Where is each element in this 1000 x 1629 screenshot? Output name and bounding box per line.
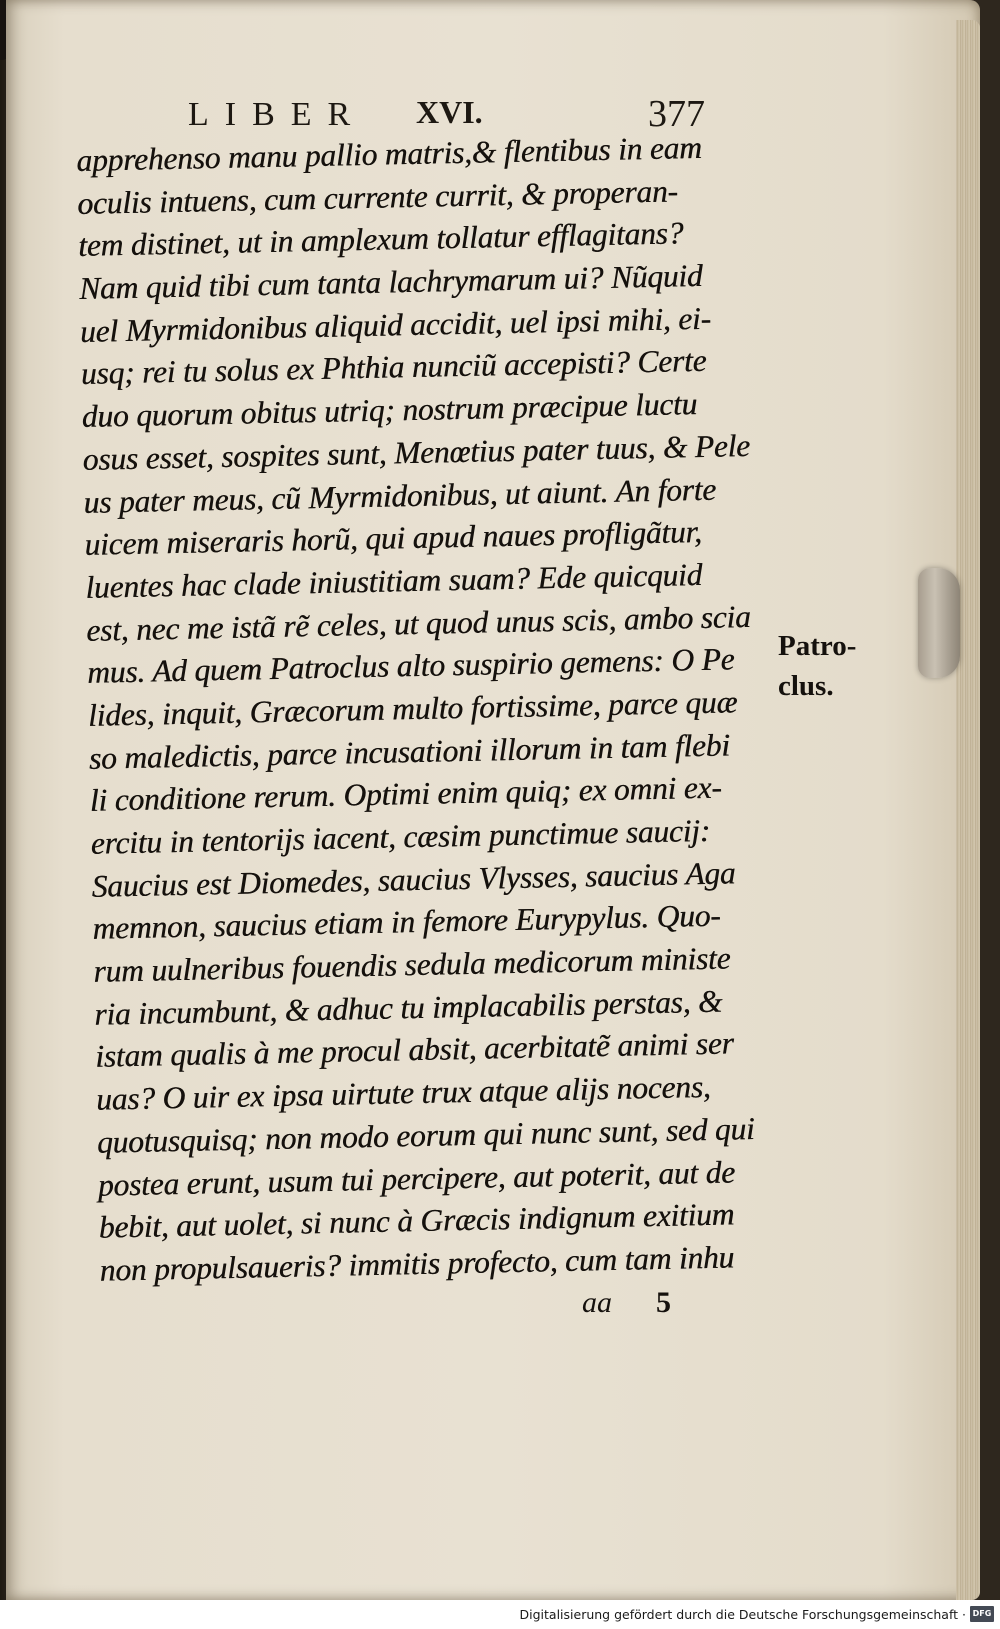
marginal-note xyxy=(778,626,868,706)
text-line: rum uulneribus fouendis sedula medicorum ministe xyxy=(93,940,731,989)
text-line: memnon, saucius etiam in femore Eurypylus. Quo- xyxy=(92,898,721,947)
page-clip-tab xyxy=(918,568,960,678)
text-line: so maledictis, parce incusationi illorum in tam flebi xyxy=(88,727,731,776)
text-line: oculis intuens, cum currente currit, & properan- xyxy=(76,173,679,221)
signature-number: 5 xyxy=(656,1286,671,1319)
text-line: luentes hac clade iniustitiam suam? Ede quicquid xyxy=(85,556,703,605)
text-line: non propulsaueris? immitis profecto, cum tam inhu xyxy=(99,1239,735,1288)
text-line: ercitu in tentorijs iacent, cæsim punctimue saucij: xyxy=(90,812,711,861)
marginal-note-line: Patro- xyxy=(778,630,857,662)
dfg-logo-icon: DFG xyxy=(970,1606,994,1622)
text-line: us pater meus, cũ Myrmidonibus, ut aiunt. An forte xyxy=(83,471,717,520)
book-number: XVI. xyxy=(416,94,483,130)
signature-letters: aa xyxy=(582,1286,612,1319)
text-line: bebit, aut uolet, si nunc à Græcis indignum exitium xyxy=(98,1196,735,1245)
text-line: Nam quid tibi cum tanta lachrymarum ui? Nũquid xyxy=(78,257,703,307)
text-line: uas? O uir ex ipsa uirtute trux atque alijs nocens, xyxy=(95,1069,711,1117)
text-line: usq; rei tu solus ex Phthia nunciũ accepisti? Certe xyxy=(80,343,707,392)
funding-credit: Digitalisierung gefördert durch die Deutsche Forschungsgemeinschaft · xyxy=(519,1607,966,1622)
marginal-note-line: clus. xyxy=(778,670,834,702)
text-line: osus esset, sospites sunt, Menœtius pater tuus, & Pele xyxy=(82,427,751,477)
text-line: uicem miseraris horũ, qui apud naues profligãtur, xyxy=(84,514,703,563)
text-line: Saucius est Diomedes, saucius Vlysses, saucius Aga xyxy=(91,855,736,904)
text-line: quotusquisq; non modo eorum qui nunc sunt, sed qui xyxy=(96,1110,755,1160)
running-head: LIBER xyxy=(188,96,367,133)
text-line: ria incumbunt, & adhuc tu implacabilis perstas, & xyxy=(93,983,723,1032)
text-line: istam qualis à me procul absit, acerbitatẽ animi ser xyxy=(94,1025,734,1075)
page-stack-edges xyxy=(956,20,980,1600)
main-text-block xyxy=(76,126,780,1293)
text-line: li conditione rerum. Optimi enim quiq; ex omni ex- xyxy=(89,769,722,819)
text-line: uel Myrmidonibus aliquid accidit, uel ipsi mihi, ei- xyxy=(79,300,712,349)
signature-mark xyxy=(582,1286,671,1320)
text-line: postea erunt, usum tui percipere, aut poterit, aut de xyxy=(97,1153,736,1203)
text-line: est, nec me istã rẽ celes, ut quod unus scis, ambo scia xyxy=(85,598,751,648)
text-line: lides, inquit, Græcorum multo fortissime, parce quæ xyxy=(87,684,738,733)
text-line: duo quorum obitus utriq; nostrum præcipue luctu xyxy=(81,386,698,435)
text-line: tem distinet, ut in amplexum tollatur efflagitans? xyxy=(77,215,684,264)
text-line: apprehenso manu pallio matris,& flentibus in eam xyxy=(76,129,703,178)
text-line: mus. Ad quem Patroclus alto suspirio gemens: O Pe xyxy=(86,641,735,691)
digitization-footer xyxy=(0,1600,1000,1629)
page-number: 377 xyxy=(648,93,705,135)
